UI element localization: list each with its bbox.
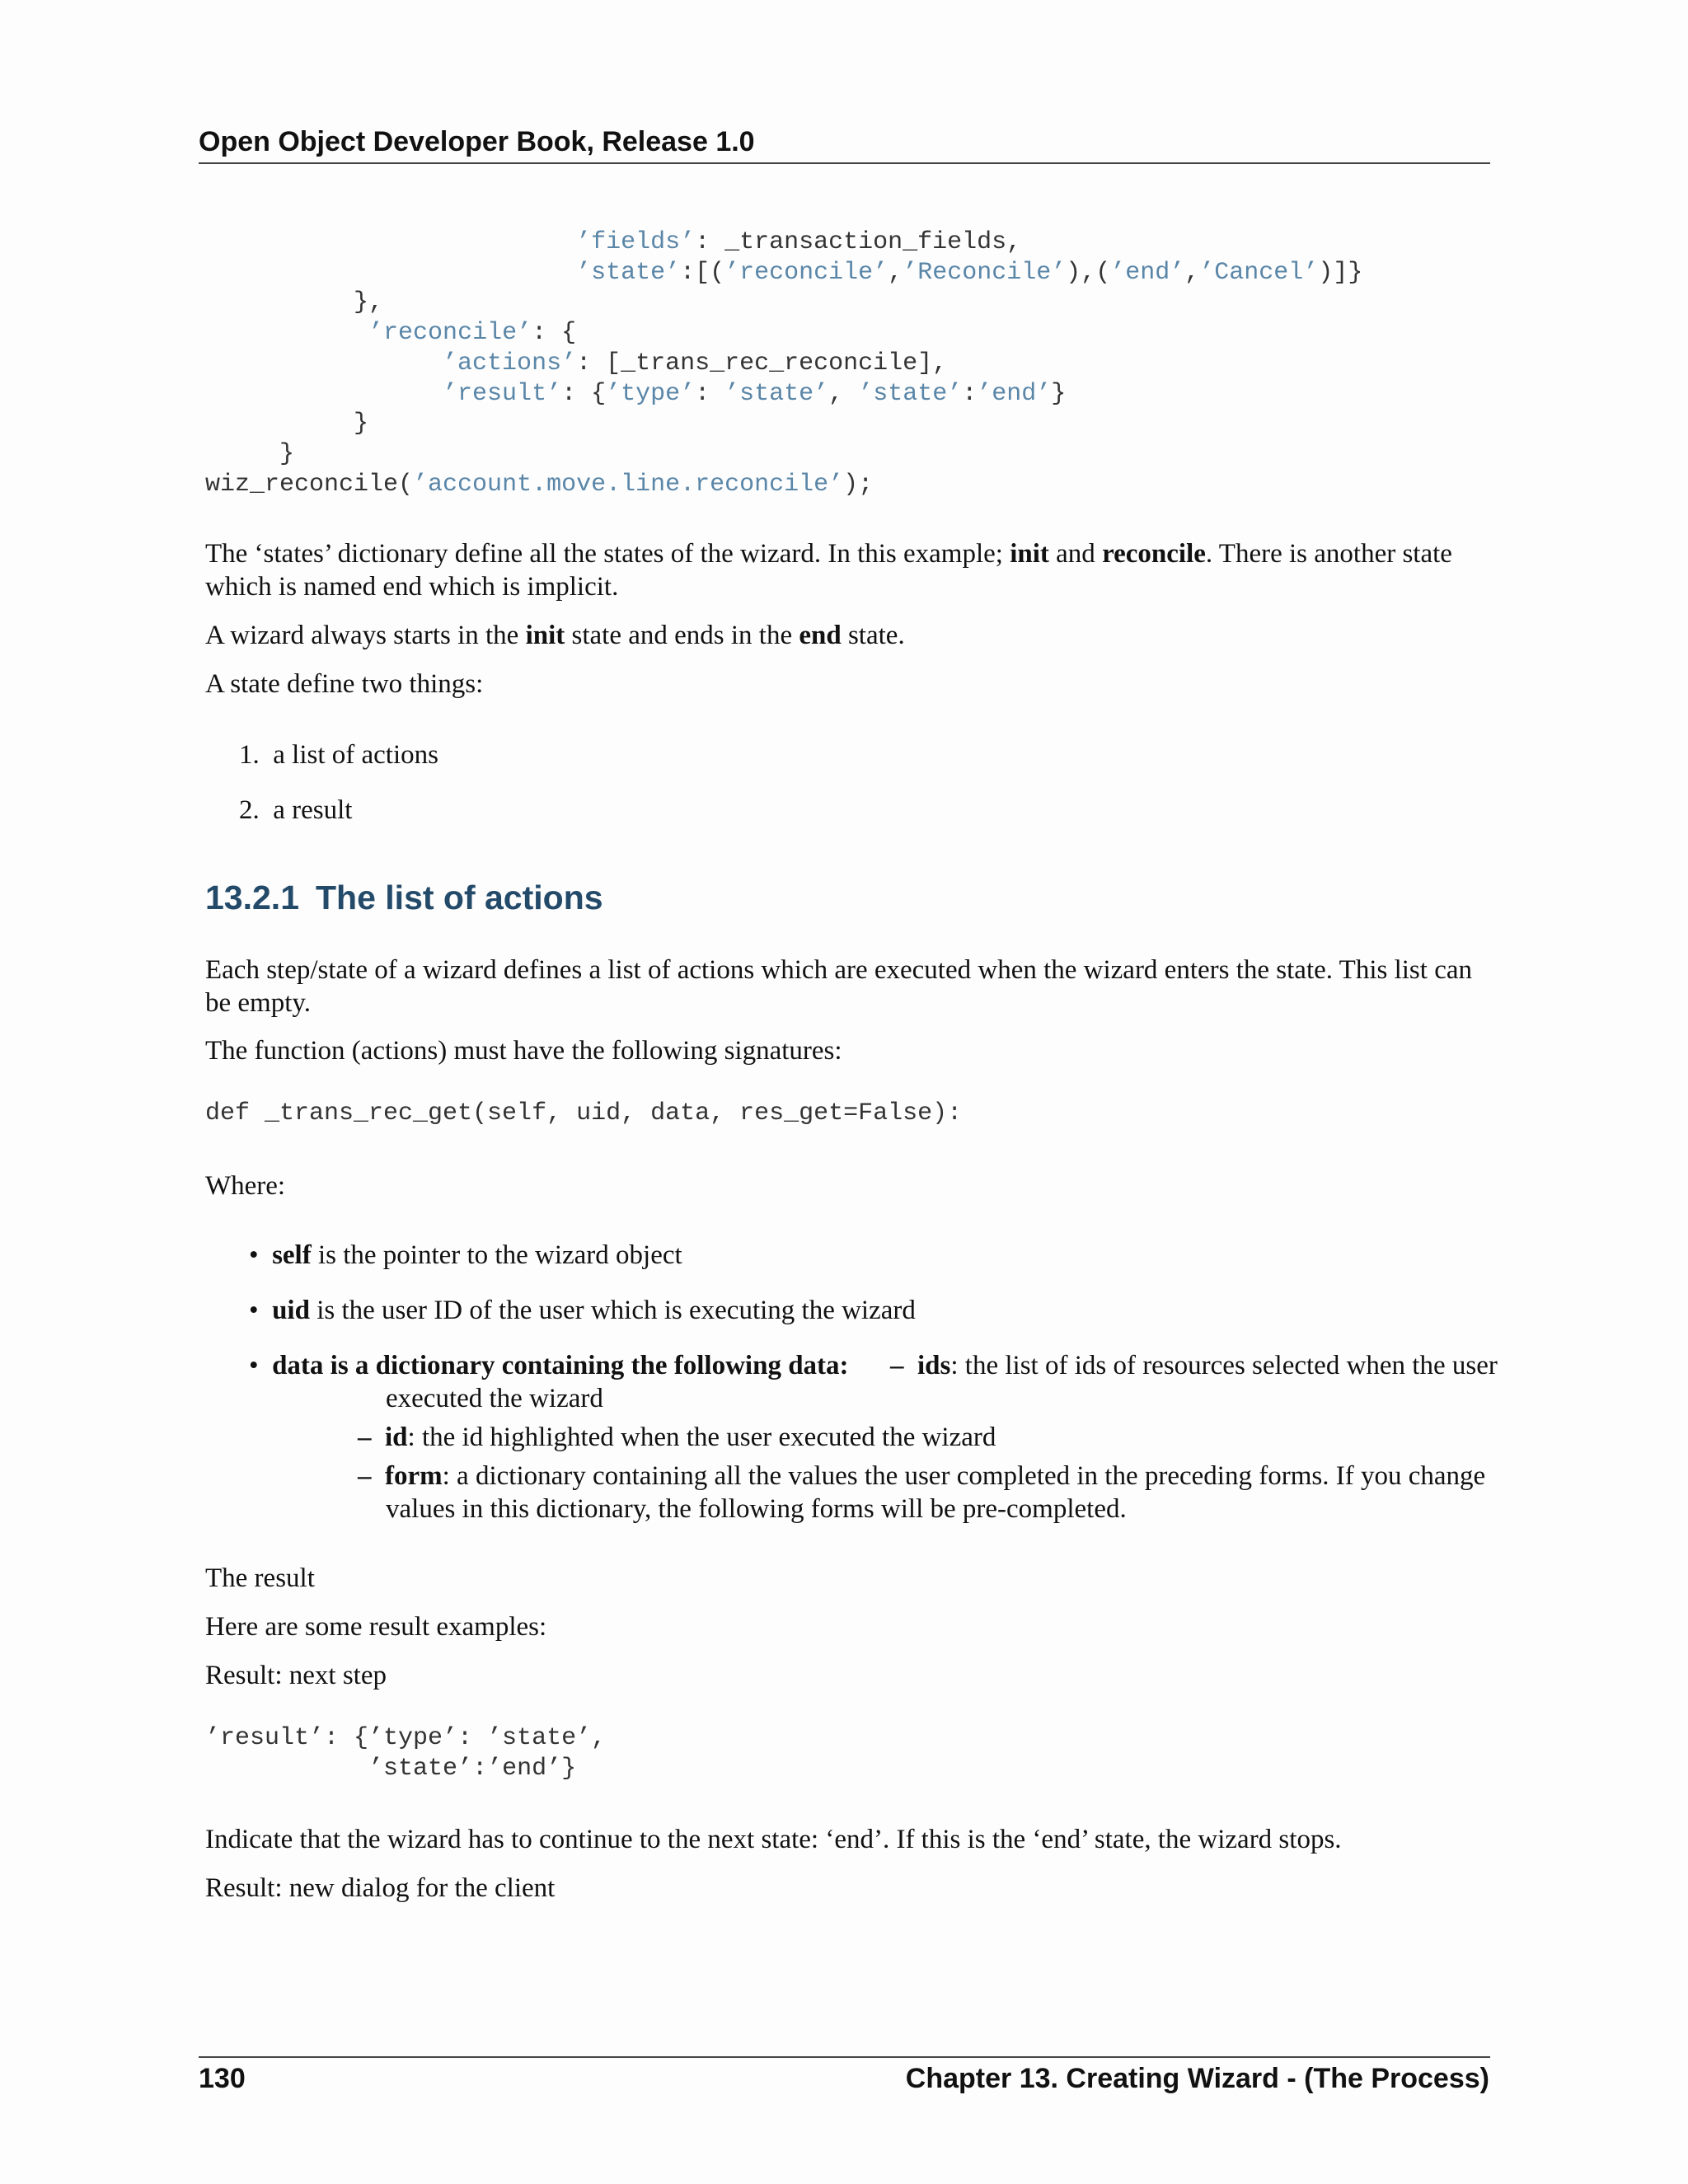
paragraph-where: Where: xyxy=(205,1171,286,1201)
code-block-result xyxy=(205,1723,606,1783)
list-item: 2. a result xyxy=(239,795,353,825)
code-line: ’result’: {’type’: ’state’, xyxy=(205,1724,607,1752)
sub-bullet-form-continuation: values in this dictionary, the following forms will be pre-completed. xyxy=(386,1494,1127,1524)
footer-rule xyxy=(199,2056,1490,2058)
sub-bullet-form: – form: a dictionary containing all the values the user completed in the preceding forms. If you change xyxy=(358,1461,1486,1491)
code-block-wizard-states xyxy=(205,227,1362,499)
code-line: wiz_reconcile(’account.move.line.reconcile’); xyxy=(205,470,874,499)
sub-bullet-ids-continuation: executed the wizard xyxy=(386,1384,603,1413)
paragraph-state-defines: A state define two things: xyxy=(205,669,484,699)
code-line: ’reconcile’: { xyxy=(368,319,577,348)
sub-bullet-id: – id: the id highlighted when the user executed the wizard xyxy=(358,1422,996,1452)
code-line: } xyxy=(279,439,295,468)
code-block-signature: def _trans_rec_get(self, uid, data, res_get=False): xyxy=(205,1099,963,1127)
paragraph-states-description: The ‘states’ dictionary define all the states of the wizard. In this example; init and reconcile. There is another state which is named end which is implicit. xyxy=(205,539,1452,602)
code-line: ’state’:’end’} xyxy=(368,1754,577,1783)
code-line: ’result’: {’type’: ’state’, ’state’:’end’} xyxy=(443,379,1067,408)
code-line: ’state’:[(’reconcile’,’Reconcile’),(’end’,’Cancel’)]} xyxy=(576,258,1363,287)
bullet-item-self: • self is the pointer to the wizard object xyxy=(249,1240,682,1270)
paragraph-signatures: The function (actions) must have the following signatures: xyxy=(205,1036,842,1066)
code-line: } xyxy=(354,410,369,438)
paragraph-result-next-step: Result: next step xyxy=(205,1661,387,1690)
paragraph-result-examples: Here are some result examples: xyxy=(205,1612,547,1642)
section-heading: 13.2.1 The list of actions xyxy=(205,879,603,916)
paragraph-result-new-dialog: Result: new dialog for the client xyxy=(205,1873,556,1903)
header-rule xyxy=(199,162,1490,164)
paragraph-the-result: The result xyxy=(205,1563,315,1593)
list-item: 1. a list of actions xyxy=(239,740,438,770)
code-line: ’actions’: [_trans_rec_reconcile], xyxy=(443,349,948,377)
sub-bullet-ids: – ids: the list of ids of resources selected when the user xyxy=(890,1351,1498,1380)
running-header: Open Object Developer Book, Release 1.0 xyxy=(199,126,755,157)
bullet-item-data: • data is a dictionary containing the following data: xyxy=(249,1351,849,1380)
code-line: }, xyxy=(354,288,384,317)
paragraph-start-end: A wizard always starts in the init state and ends in the end state. xyxy=(205,621,905,650)
bullet-item-uid: • uid is the user ID of the user which is executing the wizard xyxy=(249,1296,916,1325)
paragraph-indicate-next-state: Indicate that the wizard has to continue to the next state: ‘end’. If this is the ‘end’ state, the wizard stops. xyxy=(205,1825,1342,1854)
paragraph-actions-description: Each step/state of a wizard defines a list of actions which are executed when the wizard enters the state. This list can be empty. xyxy=(205,955,1472,1018)
chapter-title: Chapter 13. Creating Wizard - (The Process) xyxy=(905,2063,1489,2094)
page-number: 130 xyxy=(199,2063,246,2094)
code-line: ’fields’: _transaction_fields, xyxy=(576,228,1022,256)
